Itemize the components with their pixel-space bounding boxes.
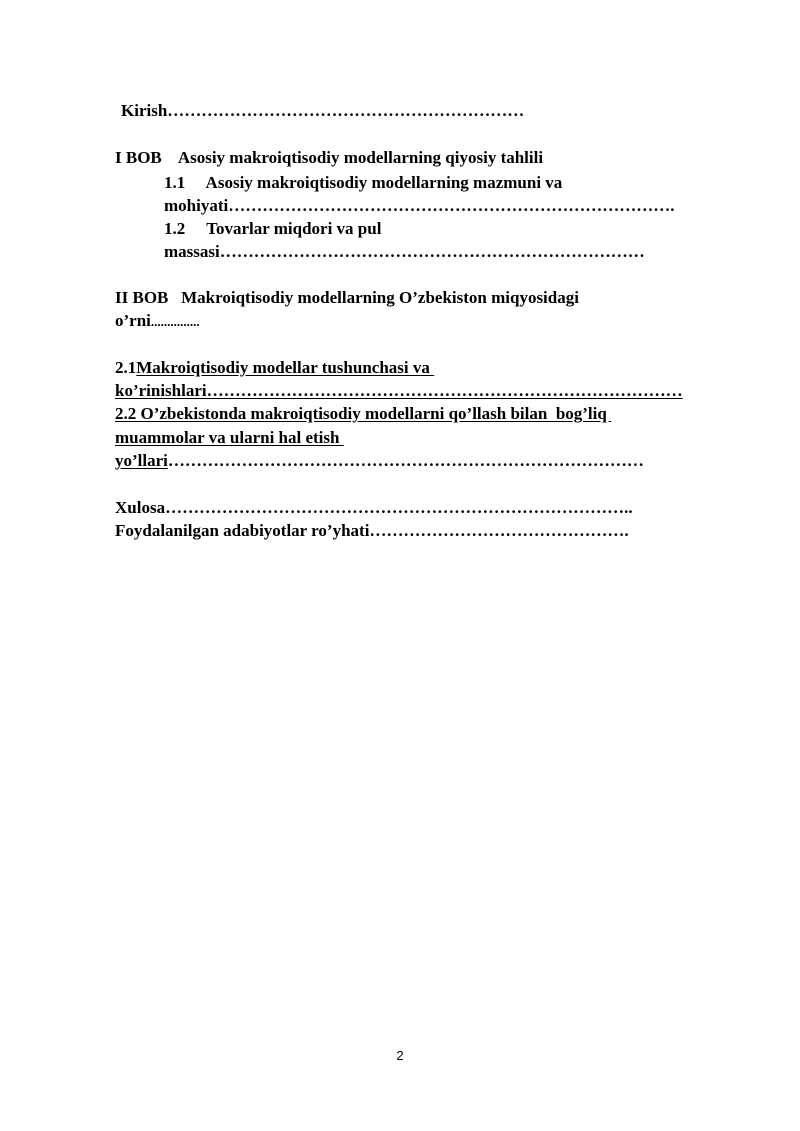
toc-section-2-2-dots: …………………………………………………………………………	[167, 451, 644, 470]
page-number: 2	[396, 1048, 404, 1063]
toc-intro: Kirish………………………………………………………	[121, 101, 525, 120]
toc-conclusion: Xulosa………………………………………………………………………..	[115, 498, 633, 517]
toc-section-2-2-line-1: 2.2 O’zbekistonda makroiqtisodiy modellarni qo’llash bilan bog’liq	[115, 404, 612, 423]
toc-section-2-1-title: Makroiqtisodiy modellar tushunchasi va	[136, 358, 435, 377]
toc-section-2-2-line-2: muammolar va ularni hal etish	[115, 428, 344, 447]
toc-chapter-2-text: o’rni	[115, 311, 151, 330]
toc-section-1-1-line-1: 1.1 Asosiy makroiqtisodiy modellarning mazmuni va	[164, 173, 563, 192]
toc-chapter-2-dots: ...............	[150, 314, 200, 329]
toc-references: Foydalanilgan adabiyotlar ro’yhati……………………………………….	[115, 521, 629, 540]
toc-section-1-2-line-2: massasi…………………………………………………………………	[164, 242, 645, 261]
toc-section-2-1-line-1	[115, 357, 434, 379]
toc-chapter-1-title: I BOB Asosiy makroiqtisodiy modellarning qiyosiy tahlili	[115, 148, 544, 167]
toc-chapter-2-line-2	[115, 310, 200, 333]
toc-chapter-2-line-1: II BOB Makroiqtisodiy modellarning O’zbekiston miqyosidagi	[115, 288, 579, 307]
toc-section-2-1-number: 2.1	[115, 358, 137, 377]
toc-section-2-1-line-2: ko’rinishlari…………………………………………………………………………	[115, 381, 683, 400]
toc-section-2-2-line-3	[115, 450, 644, 472]
toc-section-2-2-tail: yo’llari	[115, 451, 168, 470]
toc-section-1-2-line-1: 1.2 Tovarlar miqdori va pul	[164, 219, 382, 238]
toc-section-1-1-line-2: mohiyati…………………………………………………………………….	[164, 196, 675, 215]
